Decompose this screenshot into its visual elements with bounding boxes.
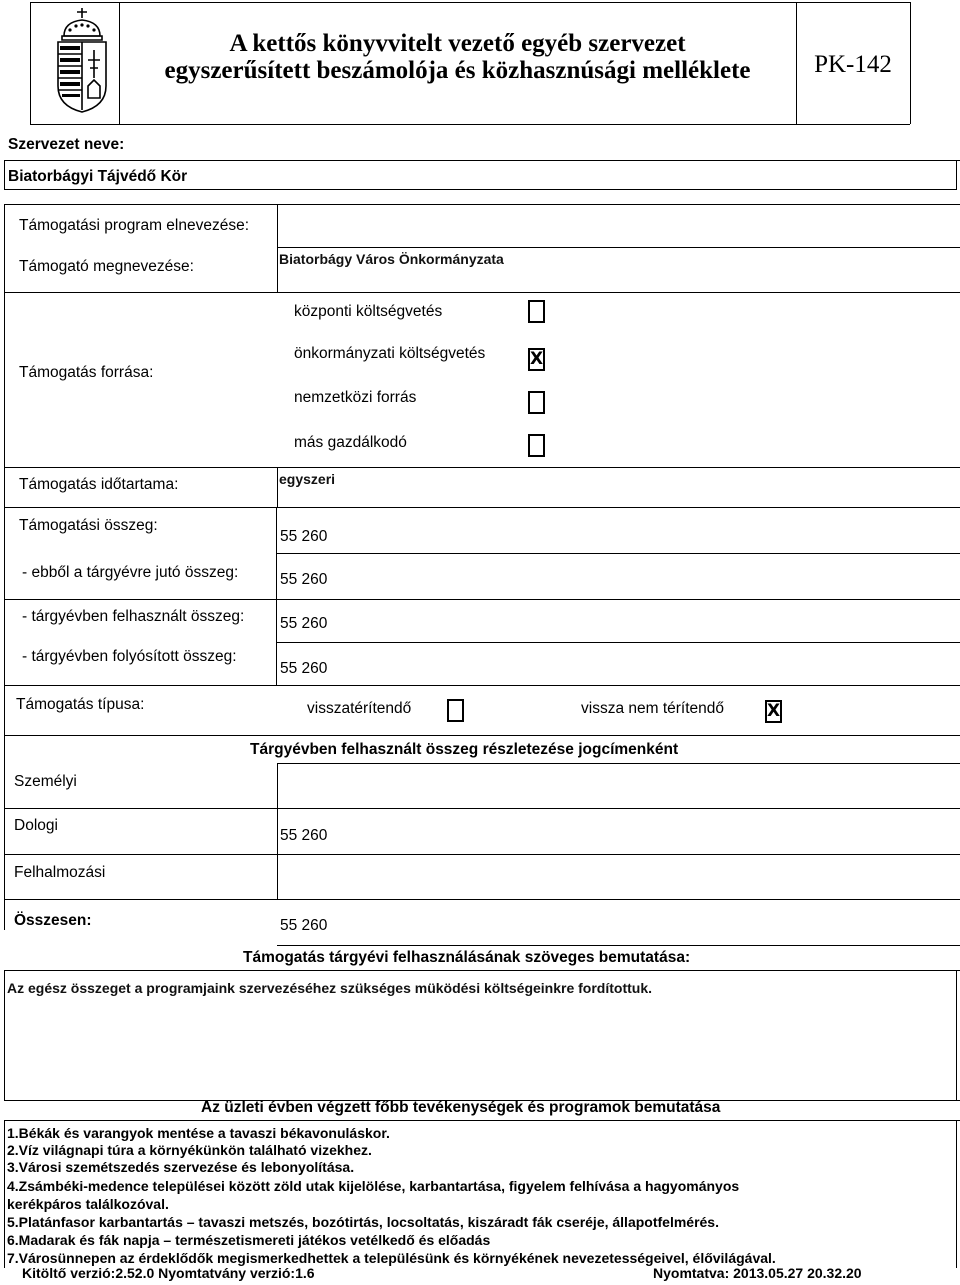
capital-label: Felhalmozási xyxy=(14,864,106,881)
supporter-label: Támogató megnevezése: xyxy=(19,258,194,275)
year-share-label: - ebből a tárgyévre jutó összeg: xyxy=(22,564,239,581)
form-code: PK-142 xyxy=(814,51,892,78)
source-label: Támogatás forrása: xyxy=(19,364,154,381)
personal-label: Személyi xyxy=(14,773,77,790)
source-local-label: önkormányzati költségvetés xyxy=(294,345,486,362)
amount-label: Támogatási összeg: xyxy=(19,517,158,534)
source-local-checkbox[interactable] xyxy=(528,348,545,371)
type-refundable-label: visszatérítendő xyxy=(307,700,412,717)
total-value[interactable]: 55 260 xyxy=(280,917,328,934)
activity-line-3: 3.Városi szemétszedés szervezése és lebonyolítása. xyxy=(7,1159,355,1175)
material-label: Dologi xyxy=(14,817,58,834)
form-title xyxy=(119,30,796,84)
duration-value[interactable]: egyszeri xyxy=(279,471,336,487)
year-share-value[interactable]: 55 260 xyxy=(280,571,328,588)
paid-amount-label: - tárgyévben folyósított összeg: xyxy=(22,648,237,665)
amount-value[interactable]: 55 260 xyxy=(280,528,328,545)
source-central-checkbox[interactable] xyxy=(528,300,545,323)
activity-line-7: 7.Városünnepen az érdeklődők megismerkedhettek a településünk és környékének nevezetességeivel, élővilágával. xyxy=(7,1250,776,1266)
activity-line-5: 5.Platánfasor karbantartás – tavaszi metszés, bozótirtás, locsoltatás, kiszáradt fák cseréje, állapotfelmérés. xyxy=(7,1214,719,1230)
type-nonrefundable-mark: X xyxy=(767,701,781,721)
total-label: Összesen: xyxy=(14,912,92,929)
type-nonrefundable-label: vissza nem térítendő xyxy=(581,700,725,717)
organization-name-value[interactable]: Biatorbágyi Tájvédő Kör xyxy=(8,168,188,185)
source-international-checkbox[interactable] xyxy=(528,391,545,414)
source-local-mark: X xyxy=(530,349,544,369)
paid-amount-value[interactable]: 55 260 xyxy=(280,660,328,677)
organization-name-label: Szervezet neve: xyxy=(8,136,125,153)
footer-version: Kitöltő verzió:2.52.0 Nyomtatvány verzió:1.6 xyxy=(22,1265,315,1281)
duration-label: Támogatás időtartama: xyxy=(19,476,179,493)
breakdown-heading: Tárgyévben felhasznált összeg részletezése jogcímenként xyxy=(250,741,679,758)
source-central-label: központi költségvetés xyxy=(294,303,443,320)
activity-line-1: 1.Békák és varangyok mentése a tavaszi békavonuláskor. xyxy=(7,1125,390,1141)
material-value[interactable]: 55 260 xyxy=(280,827,328,844)
used-amount-value[interactable]: 55 260 xyxy=(280,615,328,632)
activity-line-2: 2.Víz világnapi túra a környékünkön található vizekhez. xyxy=(7,1142,372,1158)
usage-text[interactable]: Az egész összeget a programjaink szervezéséhez szükséges müködési költségeinkre fordítottuk. xyxy=(7,980,653,996)
source-international-label: nemzetközi forrás xyxy=(294,389,417,406)
coat-of-arms-logo xyxy=(50,6,114,116)
activity-line-4a: 4.Zsámbéki-medence települései között zöld utak kijelölése, karbantartása, figyelem felhívása a hagyományos xyxy=(7,1178,740,1194)
footer-printed: Nyomtatva: 2013.05.27 20.32.20 xyxy=(653,1265,862,1281)
activity-line-4b: kerékpáros találkozóval. xyxy=(7,1196,169,1212)
used-amount-label: - tárgyévben felhasznált összeg: xyxy=(22,608,245,625)
activity-line-6: 6.Madarak és fák napja – természetismereti játékos vetélkedő és előadás xyxy=(7,1232,491,1248)
supporter-value[interactable]: Biatorbágy Város Önkormányzata xyxy=(279,251,504,267)
usage-heading: Támogatás tárgyévi felhasználásának szöveges bemutatása: xyxy=(243,949,691,966)
form-title-line1: A kettős könyvvitelt vezető egyéb szervezet xyxy=(229,30,686,57)
activities-heading: Az üzleti évben végzett főbb tevékenységek és programok bemutatása xyxy=(201,1099,721,1116)
program-name-label: Támogatási program elnevezése: xyxy=(19,217,250,234)
source-business-checkbox[interactable] xyxy=(528,434,545,457)
form-title-line2: egyszerűsített beszámolója és közhasznúsági melléklete xyxy=(164,57,751,84)
type-label: Támogatás típusa: xyxy=(16,696,145,713)
source-business-label: más gazdálkodó xyxy=(294,434,407,451)
type-refundable-checkbox[interactable] xyxy=(447,699,464,722)
type-nonrefundable-checkbox[interactable] xyxy=(765,700,782,723)
